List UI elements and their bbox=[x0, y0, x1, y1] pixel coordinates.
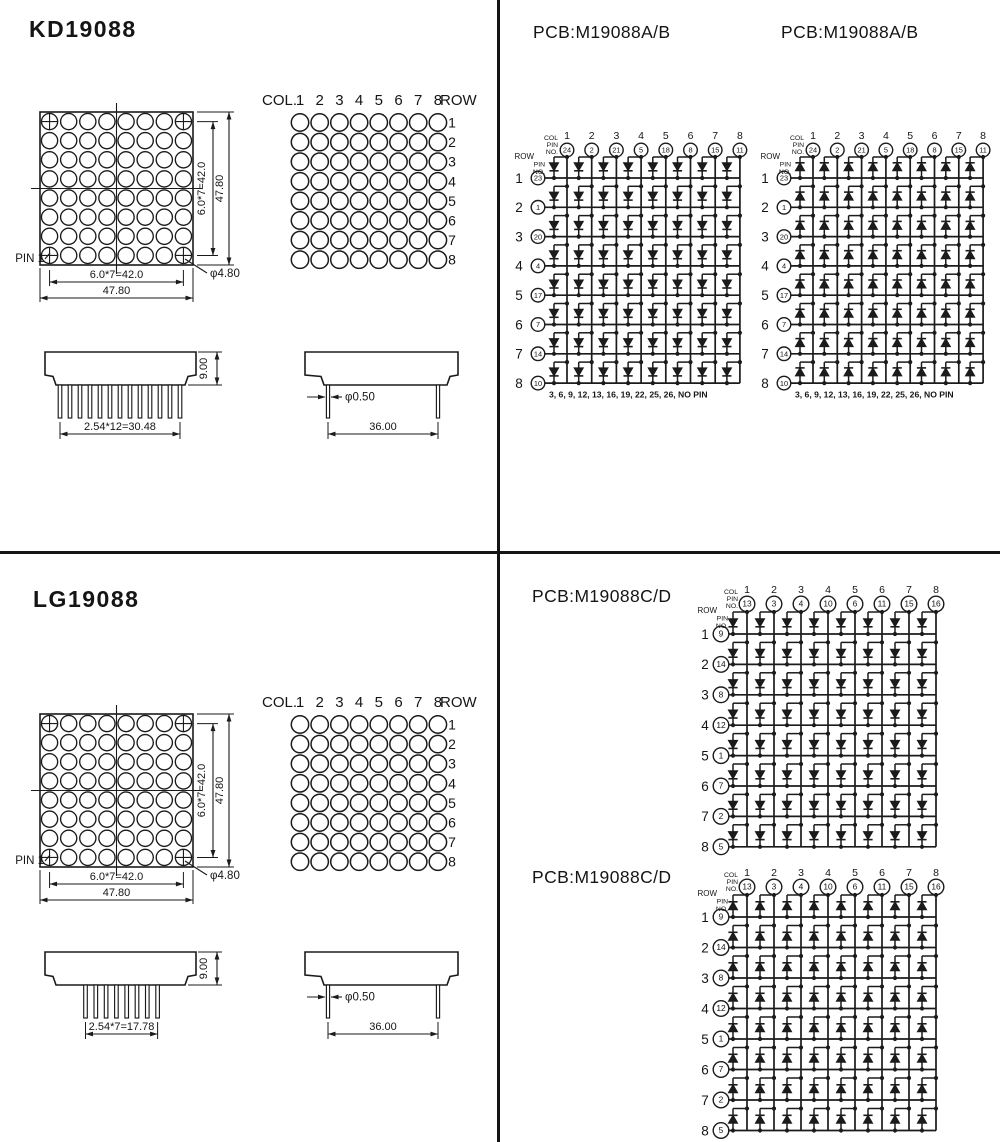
col-number: 1 bbox=[564, 130, 570, 142]
col-number: 1 bbox=[295, 92, 305, 109]
col-number: 4 bbox=[638, 130, 645, 142]
col-number: 4 bbox=[354, 92, 364, 109]
row-number: 8 bbox=[448, 853, 456, 870]
pcb-cd-schematic-bottom bbox=[697, 867, 943, 1138]
col-number: 8 bbox=[736, 130, 743, 142]
col-pin-number: 2 bbox=[835, 145, 840, 155]
row-number: 5 bbox=[448, 794, 456, 811]
row-pin-number: 1 bbox=[781, 203, 787, 212]
col-pin-number: 15 bbox=[904, 881, 914, 892]
col-number: 8 bbox=[933, 867, 939, 879]
dot-diameter-label: φ4.80 bbox=[210, 268, 240, 280]
col-pin-header: NO. bbox=[545, 148, 558, 156]
col-number: 5 bbox=[907, 130, 914, 142]
row-number: 4 bbox=[515, 258, 523, 274]
dot-diameter-label: φ4.80 bbox=[210, 870, 240, 882]
row-pin-number: 1 bbox=[718, 750, 724, 761]
col-number: 7 bbox=[414, 92, 423, 109]
pin1-label: PIN 1 bbox=[15, 253, 44, 265]
row-pin-number: 14 bbox=[533, 349, 543, 359]
row-number: 8 bbox=[448, 251, 456, 268]
col-number: 8 bbox=[433, 92, 443, 109]
col-pin-header: PIN bbox=[546, 141, 558, 149]
row-number: 3 bbox=[701, 970, 709, 986]
row-pin-header: ROW bbox=[760, 152, 780, 161]
dim-height: 47.80 bbox=[214, 174, 226, 203]
row-pin-number: 20 bbox=[533, 232, 543, 242]
kd-pin-grid bbox=[262, 92, 478, 268]
row-label: ROW bbox=[440, 92, 477, 109]
col-pin-number: 10 bbox=[823, 881, 833, 892]
col-pin-number: 8 bbox=[688, 145, 693, 155]
col-number: 6 bbox=[879, 584, 885, 596]
col-pin-number: 4 bbox=[798, 881, 804, 892]
row-number: 5 bbox=[448, 192, 456, 209]
col-pin-number: 11 bbox=[877, 598, 887, 609]
kd-package-front-view bbox=[45, 352, 222, 439]
dim-width: 47.80 bbox=[102, 887, 131, 899]
row-pin-number: 10 bbox=[779, 378, 789, 388]
row-number: 4 bbox=[701, 1001, 709, 1017]
col-pin-header: PIN bbox=[726, 595, 738, 603]
row-pin-header: ROW bbox=[514, 152, 534, 161]
col-number: 1 bbox=[744, 867, 750, 879]
col-number: 6 bbox=[687, 130, 694, 142]
row-pin-number: 7 bbox=[718, 780, 724, 791]
kd-package-side-view bbox=[305, 352, 458, 439]
col-pin-number: 5 bbox=[639, 145, 644, 155]
row-pin-number: 14 bbox=[779, 349, 789, 359]
row-pin-header: NO. bbox=[715, 622, 728, 630]
row-number: 8 bbox=[701, 839, 709, 855]
col-pin-number: 11 bbox=[877, 881, 887, 892]
dim-pin-pitch: 2.54*7=17.78 bbox=[88, 1021, 155, 1033]
lg-package-side-view bbox=[305, 952, 458, 1039]
col-pin-number: 8 bbox=[932, 145, 937, 155]
row-pin-number: 5 bbox=[718, 1125, 724, 1136]
row-pin-number: 2 bbox=[718, 811, 724, 822]
col-pin-number: 13 bbox=[742, 598, 752, 609]
row-pin-number: 7 bbox=[535, 320, 541, 330]
row-pin-number: 12 bbox=[716, 719, 726, 730]
col-pin-number: 15 bbox=[904, 598, 914, 609]
col-pin-number: 3 bbox=[771, 881, 777, 892]
col-number: 1 bbox=[810, 130, 816, 142]
col-number: 7 bbox=[906, 867, 912, 879]
row-number: 8 bbox=[515, 375, 523, 391]
col-number: 5 bbox=[374, 92, 383, 109]
col-pin-header: COL bbox=[724, 872, 738, 879]
col-number: 3 bbox=[613, 130, 620, 142]
row-pin-number: 2 bbox=[718, 1094, 724, 1105]
col-number: 5 bbox=[662, 130, 669, 142]
col-pin-number: 13 bbox=[742, 881, 752, 892]
pcb-ab-title-left: PCB:M19088A/B bbox=[533, 22, 671, 42]
row-number: 5 bbox=[761, 288, 769, 303]
lg-front-view bbox=[15, 705, 240, 904]
col-pin-number: 10 bbox=[823, 598, 833, 609]
row-number: 3 bbox=[761, 229, 769, 245]
pcb-cd-title-bottom: PCB:M19088C/D bbox=[532, 867, 672, 887]
col-pin-header: COL bbox=[544, 135, 558, 142]
row-pin-number: 9 bbox=[718, 911, 724, 922]
col-number: 7 bbox=[414, 694, 423, 711]
row-number: 6 bbox=[448, 212, 456, 229]
dim-pin-diameter: φ0.50 bbox=[345, 991, 375, 1004]
row-number: 4 bbox=[448, 173, 456, 190]
col-pin-number: 18 bbox=[906, 145, 915, 155]
row-pin-number: 5 bbox=[718, 841, 724, 852]
col-number: 4 bbox=[882, 130, 889, 142]
col-pin-number: 18 bbox=[661, 145, 670, 155]
row-pin-number: 17 bbox=[533, 290, 543, 300]
row-number: 7 bbox=[701, 1092, 709, 1108]
col-number: 3 bbox=[798, 584, 804, 596]
col-number: 2 bbox=[315, 92, 324, 109]
col-number: 7 bbox=[906, 584, 912, 596]
row-number: 1 bbox=[701, 626, 709, 642]
dim-pin-diameter: φ0.50 bbox=[345, 391, 375, 404]
col-number: 3 bbox=[335, 694, 344, 711]
col-label: COL. bbox=[262, 694, 298, 711]
row-number: 7 bbox=[448, 232, 456, 249]
pcb-cd-title-top: PCB:M19088C/D bbox=[532, 586, 672, 606]
col-pin-header: NO. bbox=[791, 148, 804, 156]
row-number: 5 bbox=[701, 748, 709, 764]
col-number: 2 bbox=[588, 130, 595, 142]
col-number: 5 bbox=[852, 867, 858, 879]
row-pin-number: 20 bbox=[779, 232, 789, 242]
row-pin-number: 10 bbox=[533, 378, 543, 388]
col-pin-number: 24 bbox=[562, 145, 572, 155]
row-pin-number: 9 bbox=[718, 628, 724, 639]
col-number: 2 bbox=[771, 867, 777, 879]
col-number: 6 bbox=[394, 92, 403, 109]
col-number: 6 bbox=[879, 867, 885, 879]
col-pin-number: 16 bbox=[931, 598, 941, 609]
row-pin-number: 17 bbox=[779, 290, 789, 300]
row-number: 2 bbox=[701, 940, 709, 956]
row-pin-header: PIN bbox=[716, 898, 728, 906]
dim-pin-pitch: 2.54*12=30.48 bbox=[84, 421, 156, 433]
col-number: 4 bbox=[825, 867, 831, 879]
row-number: 8 bbox=[761, 375, 769, 391]
dim-row-pitch: 6.0*7=42.0 bbox=[196, 161, 208, 216]
col-pin-header: PIN bbox=[726, 878, 738, 886]
row-number: 4 bbox=[448, 775, 456, 792]
row-number: 7 bbox=[448, 834, 456, 851]
lg-package-front-view bbox=[45, 952, 222, 1039]
row-pin-number: 14 bbox=[716, 659, 726, 670]
col-number: 2 bbox=[771, 584, 777, 596]
row-pin-header: NO. bbox=[715, 905, 728, 913]
col-pin-number: 16 bbox=[931, 881, 941, 892]
row-pin-number: 1 bbox=[718, 1033, 724, 1044]
col-pin-header: COL bbox=[790, 135, 804, 142]
dim-height: 47.80 bbox=[214, 776, 226, 805]
pcb-ab-schematic-left bbox=[514, 130, 746, 400]
row-number: 1 bbox=[448, 716, 456, 733]
row-number: 6 bbox=[515, 317, 523, 333]
col-pin-number: 6 bbox=[852, 598, 858, 609]
row-number: 1 bbox=[761, 170, 769, 186]
row-pin-number: 23 bbox=[779, 173, 789, 183]
row-pin-number: 23 bbox=[533, 173, 543, 183]
row-number: 7 bbox=[701, 809, 709, 825]
col-pin-number: 15 bbox=[954, 145, 963, 155]
col-number: 3 bbox=[335, 92, 344, 109]
dim-pin-span: 36.00 bbox=[369, 421, 397, 433]
dim-col-pitch: 6.0*7=42.0 bbox=[89, 269, 144, 281]
pcb-ab-title-right: PCB:M19088A/B bbox=[781, 22, 919, 42]
col-number: 3 bbox=[858, 130, 865, 142]
col-pin-header: COL bbox=[724, 589, 738, 596]
pin1-label: PIN 1 bbox=[15, 855, 44, 867]
row-number: 1 bbox=[515, 170, 523, 186]
col-pin-number: 24 bbox=[808, 145, 818, 155]
lg-title: LG19088 bbox=[33, 586, 140, 612]
row-number: 5 bbox=[701, 1031, 709, 1047]
row-label: ROW bbox=[440, 694, 477, 711]
col-number: 1 bbox=[295, 694, 305, 711]
col-number: 5 bbox=[852, 584, 858, 596]
row-pin-number: 1 bbox=[535, 203, 541, 212]
col-pin-number: 21 bbox=[612, 145, 621, 155]
row-pin-header: PIN bbox=[716, 615, 728, 623]
dim-body-height: 9.00 bbox=[198, 357, 210, 380]
row-pin-number: 12 bbox=[716, 1003, 726, 1014]
dim-width: 47.80 bbox=[102, 285, 131, 297]
row-pin-header: ROW bbox=[697, 606, 717, 615]
dim-col-pitch: 6.0*7=42.0 bbox=[89, 871, 144, 883]
col-pin-number: 21 bbox=[857, 145, 866, 155]
col-pin-number: 11 bbox=[736, 145, 744, 155]
row-number: 6 bbox=[448, 814, 456, 831]
row-pin-number: 14 bbox=[716, 942, 726, 953]
dim-body-height: 9.00 bbox=[198, 957, 210, 980]
col-pin-number: 6 bbox=[852, 881, 858, 892]
col-pin-header: NO. bbox=[725, 885, 738, 893]
row-number: 8 bbox=[701, 1123, 709, 1139]
row-pin-number: 8 bbox=[718, 689, 724, 700]
no-pin-note: 3, 6, 9, 12, 13, 16, 19, 22, 25, 26, NO PIN bbox=[549, 389, 708, 400]
col-pin-number: 2 bbox=[589, 145, 594, 155]
row-number: 3 bbox=[448, 153, 456, 170]
row-number: 4 bbox=[761, 258, 769, 274]
dim-row-pitch: 6.0*7=42.0 bbox=[196, 763, 208, 818]
lg-pin-grid bbox=[262, 694, 478, 870]
row-pin-header: PIN bbox=[533, 161, 545, 169]
row-pin-number: 7 bbox=[718, 1064, 724, 1075]
row-number: 1 bbox=[448, 114, 456, 131]
kd-title: KD19088 bbox=[29, 16, 137, 42]
col-number: 8 bbox=[433, 694, 443, 711]
col-number: 7 bbox=[955, 130, 962, 142]
row-number: 4 bbox=[701, 718, 709, 733]
row-pin-header: ROW bbox=[697, 889, 717, 898]
row-number: 6 bbox=[761, 317, 769, 333]
row-pin-header: NO. bbox=[778, 168, 791, 176]
col-number: 5 bbox=[374, 694, 383, 711]
row-number: 6 bbox=[701, 1062, 709, 1078]
col-number: 1 bbox=[744, 584, 750, 596]
row-number: 7 bbox=[515, 346, 523, 362]
row-pin-number: 4 bbox=[781, 261, 787, 271]
row-number: 2 bbox=[448, 134, 456, 151]
col-number: 3 bbox=[798, 867, 804, 879]
col-number: 6 bbox=[931, 130, 938, 142]
row-number: 2 bbox=[515, 200, 523, 216]
pcb-cd-schematic-top bbox=[697, 584, 943, 855]
row-number: 2 bbox=[761, 200, 769, 216]
col-pin-number: 3 bbox=[771, 598, 777, 609]
col-number: 8 bbox=[933, 584, 939, 596]
row-number: 6 bbox=[701, 778, 709, 794]
row-number: 3 bbox=[701, 687, 709, 703]
col-pin-number: 15 bbox=[711, 145, 720, 155]
col-pin-header: PIN bbox=[792, 141, 804, 149]
row-pin-number: 4 bbox=[535, 261, 541, 271]
col-number: 2 bbox=[315, 694, 324, 711]
pcb-ab-schematic-right bbox=[760, 130, 989, 400]
col-pin-number: 11 bbox=[979, 145, 987, 155]
row-number: 2 bbox=[448, 736, 456, 753]
col-pin-number: 4 bbox=[798, 598, 804, 609]
col-number: 8 bbox=[980, 130, 987, 142]
kd-front-view bbox=[15, 103, 240, 302]
no-pin-note: 3, 6, 9, 12, 13, 16, 19, 22, 25, 26, NO PIN bbox=[795, 389, 954, 400]
row-number: 3 bbox=[515, 229, 523, 245]
col-number: 7 bbox=[712, 130, 719, 142]
col-number: 4 bbox=[825, 584, 831, 596]
col-number: 4 bbox=[354, 694, 364, 711]
row-number: 3 bbox=[448, 755, 456, 772]
row-number: 2 bbox=[701, 657, 709, 673]
row-pin-header: PIN bbox=[779, 161, 791, 169]
row-pin-header: NO. bbox=[532, 168, 545, 176]
row-pin-number: 7 bbox=[781, 320, 787, 330]
col-number: 6 bbox=[394, 694, 403, 711]
col-pin-header: NO. bbox=[725, 602, 738, 610]
col-pin-number: 5 bbox=[883, 145, 888, 155]
row-pin-number: 8 bbox=[718, 972, 724, 983]
row-number: 5 bbox=[515, 288, 523, 303]
row-number: 1 bbox=[701, 909, 709, 925]
col-number: 2 bbox=[834, 130, 841, 142]
col-label: COL. bbox=[262, 92, 298, 109]
dim-pin-span: 36.00 bbox=[369, 1021, 397, 1033]
row-number: 7 bbox=[761, 346, 769, 362]
